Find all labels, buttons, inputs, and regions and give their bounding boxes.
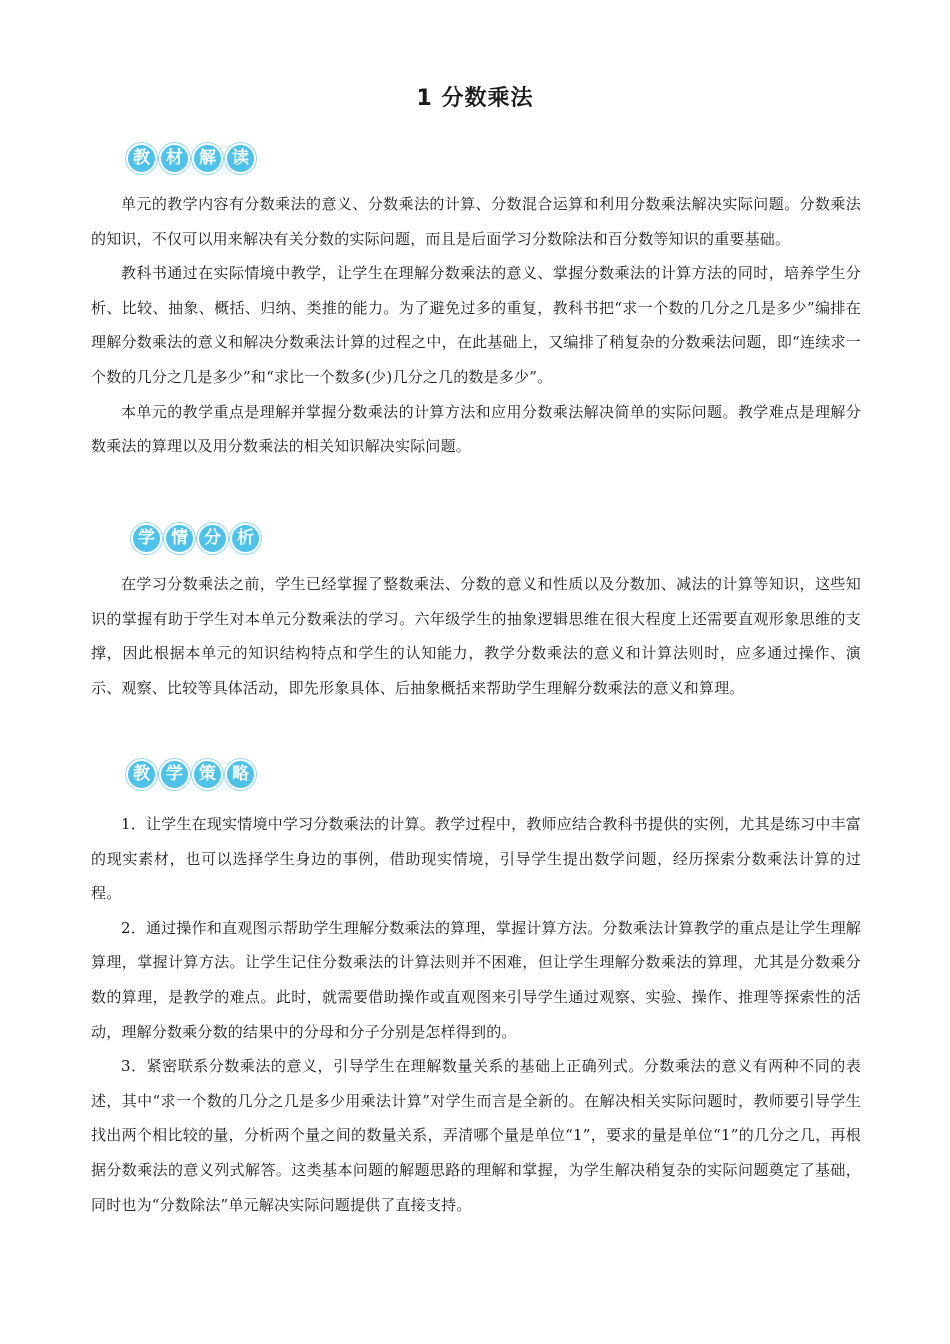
badge-char: 析 bbox=[230, 523, 261, 554]
badge-char: 学 bbox=[131, 523, 162, 554]
paragraph: 在学习分数乘法之前，学生已经掌握了整数乘法、分数的意义和性质以及分数加、减法的计算等知识，这些知识的掌握有助于学生对本单元分数乘法的学习。六年级学生的抽象逻辑思维在很大程度上还需要直观形象思维的支撑，因此根据本单元的知识结构特点和学生的认知能力，教学分数乘法的意义和计算法则时，应多通过操作、演示、观察、比较等具体活动，即先形象具体、后抽象概括来帮助学生理解分数乘法的意义和算理。 bbox=[91, 575, 861, 697]
paragraph: 1．让学生在现实情境中学习分数乘法的计算。教学过程中，教师应结合教科书提供的实例，尤其是练习中丰富的现实素材，也可以选择学生身边的事例，借助现实情境，引导学生提出数学问题，经历探索分数乘法计算的过程。 bbox=[91, 815, 861, 903]
badge-char: 解 bbox=[192, 143, 223, 174]
paragraph: 单元的教学内容有分数乘法的意义、分数乘法的计算、分数混合运算和利用分数乘法解决实际问题。分数乘法的知识，不仅可以用来解决有关分数的实际问题，而且是后面学习分数除法和百分数等知识的重要基础。 bbox=[91, 195, 861, 248]
page-title: 1 分数乘法 bbox=[416, 86, 534, 111]
section-badge-student-analysis bbox=[131, 523, 261, 554]
paragraph: 3．紧密联系分数乘法的意义，引导学生在理解数量关系的基础上正确列式。分数乘法的意义有两种不同的表述，其中“求一个数的几分之几是多少用乘法计算”对学生而言是全新的。在解决相关实际问题时，教师要引导学生找出两个相比较的量，分析两个量之间的数量关系，弄清哪个量是单位“1”，要求的量是单位“1”的几分之几，再根据分数乘法的意义列式解答。这类基本问题的解题思路的理解和掌握，为学生解决稍复杂的实际问题奠定了基础，同时也为“分数除法”单元解决实际问题提供了直接支持。 bbox=[91, 1057, 861, 1214]
paragraph: 本单元的教学重点是理解并掌握分数乘法的计算方法和应用分数乘法解决简单的实际问题。教学难点是理解分数乘法的算理以及用分数乘法的相关知识解决实际问题。 bbox=[91, 402, 861, 456]
badge-char: 情 bbox=[164, 523, 195, 554]
section-badge-textbook-reading bbox=[126, 143, 256, 174]
badge-char: 材 bbox=[159, 143, 190, 174]
badge-char: 略 bbox=[225, 759, 256, 790]
badge-char: 分 bbox=[197, 523, 228, 554]
paragraph: 2．通过操作和直观图示帮助学生理解分数乘法的算理，掌握计算方法。分数乘法计算教学的重点是让学生理解算理，掌握计算方法。让学生记住分数乘法的计算法则并不困难，但让学生理解分数乘法的算理，尤其是分数乘分数的算理，是教学的难点。此时，就需要借助操作或直观图来引导学生通过观察、实验、操作、推理等探索性的活动，理解分数乘分数的结果中的分母和分子分别是怎样得到的。 bbox=[91, 918, 861, 1041]
section-textbook-reading-body bbox=[91, 187, 861, 464]
badge-char: 学 bbox=[159, 759, 190, 790]
badge-char: 策 bbox=[192, 759, 223, 790]
badge-char: 教 bbox=[126, 759, 157, 790]
badge-char: 读 bbox=[225, 143, 256, 174]
section-student-analysis-body bbox=[91, 567, 861, 705]
paragraph: 教科书通过在实际情境中教学，让学生在理解分数乘法的意义、掌握分数乘法的计算方法的同时，培养学生分析、比较、抽象、概括、归纳、类推的能力。为了避免过多的重复，教科书把“求一个数的几分之几是多少”编排在理解分数乘法的意义和解决分数乘法计算的过程之中，在此基础上，又编排了稍复杂的分数乘法问题，即“连续求一个数的几分之几是多少”和“求比一个数多(少)几分之几的数是多少”。 bbox=[91, 264, 861, 386]
section-teaching-strategy-body bbox=[91, 807, 861, 1222]
section-badge-teaching-strategy bbox=[126, 759, 256, 790]
badge-char: 教 bbox=[126, 143, 157, 174]
